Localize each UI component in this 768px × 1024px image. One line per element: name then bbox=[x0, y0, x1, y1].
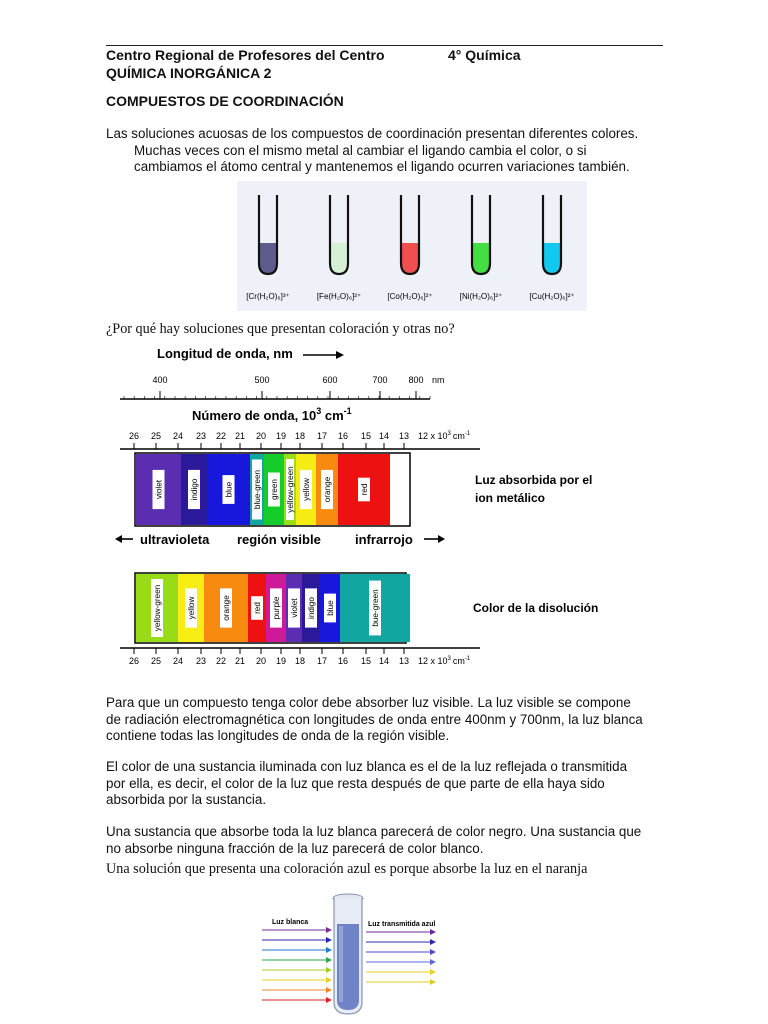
spectrum-band bbox=[178, 574, 204, 642]
spectrum-band bbox=[248, 574, 266, 642]
course-name: 4° Química bbox=[448, 47, 521, 63]
spectrum-band bbox=[207, 454, 250, 525]
wavenumber-tick-label-bottom: 23 bbox=[195, 656, 207, 666]
spectrum-band bbox=[264, 454, 284, 525]
incoming-ray-arrowhead bbox=[326, 997, 332, 1003]
wavenumber-tick-label-bottom: 24 bbox=[172, 656, 184, 666]
spectrum-figure bbox=[110, 340, 620, 675]
wavenumber-tick-label-bottom: 14 bbox=[378, 656, 390, 666]
band-label: orange bbox=[222, 595, 231, 621]
region-uv: ultravioleta bbox=[140, 532, 210, 547]
uv-arrow bbox=[115, 535, 133, 543]
tube-label: [Ni(H₂O)₆]²⁺ bbox=[459, 292, 503, 301]
transmitted-ray-arrowhead bbox=[430, 929, 436, 935]
wavenumber-tick-label-bottom: 25 bbox=[150, 656, 162, 666]
incoming-ray-arrowhead bbox=[326, 947, 332, 953]
tube-liquid bbox=[472, 243, 490, 274]
intro-line-3: cambiamos el átomo central y mantenemos el ligando ocurren variaciones también. bbox=[134, 159, 630, 174]
transmitted-ray-arrowhead bbox=[430, 979, 436, 985]
wavenumber-tick-label-top: 23 bbox=[195, 431, 207, 441]
tube-liquid bbox=[543, 243, 561, 274]
wavenumber-tick-label-bottom: 21 bbox=[234, 656, 246, 666]
solution-label: Color de la disolución bbox=[473, 601, 599, 615]
wavenumber-tick-label-top: 21 bbox=[234, 431, 246, 441]
region-ir: infrarrojo bbox=[355, 532, 413, 547]
tube-label: [Cr(H₂O)₆]³⁺ bbox=[246, 292, 290, 301]
wavenumber-tick-label-bottom: 16 bbox=[337, 656, 349, 666]
glass-tube bbox=[333, 894, 363, 1014]
spectrum-band bbox=[204, 574, 248, 642]
band-label: indigo bbox=[307, 597, 316, 619]
wavenumber-tick-label-top: 25 bbox=[150, 431, 162, 441]
wavelength-arrow bbox=[303, 351, 344, 359]
test-tubes-figure bbox=[237, 181, 587, 311]
band-label: yellow-green bbox=[153, 584, 162, 632]
absorbed-label-1: Luz absorbida por el bbox=[475, 473, 593, 487]
band-label: bue-green bbox=[371, 589, 380, 627]
question-text: ¿Por qué hay soluciones que presentan coloración y otras no? bbox=[106, 321, 455, 337]
paragraph-3-line-2: no absorbe ninguna fracción de la luz parecerá de color blanco. bbox=[106, 840, 484, 856]
incoming-ray-arrowhead bbox=[326, 967, 332, 973]
transmitted-ray-arrowhead bbox=[430, 949, 436, 955]
spectrum-band bbox=[320, 574, 340, 642]
spectrum-band bbox=[316, 454, 338, 525]
transmitted-light-label: Luz transmitida azul bbox=[368, 921, 436, 928]
paragraph-black-white bbox=[106, 824, 666, 857]
incoming-ray-arrowhead bbox=[326, 937, 332, 943]
wavenumber-tick-label-top: 19 bbox=[275, 431, 287, 441]
intro-line-1: Las soluciones acuosas de los compuestos de coordinación presentan diferentes colores. bbox=[106, 126, 639, 141]
paragraph-2-line-1: El color de una sustancia iluminada con luz blanca es el de la luz reflejada o transmitida bbox=[106, 759, 628, 774]
intro-paragraph bbox=[106, 126, 666, 176]
band-label: red bbox=[360, 483, 369, 496]
paragraph-1-line-3: contiene todas las longitudes de onda de la región visible. bbox=[106, 728, 450, 743]
wavenumber-tick-label-bottom: 26 bbox=[128, 656, 140, 666]
band-label: purple bbox=[272, 596, 281, 620]
spectrum-band bbox=[302, 574, 320, 642]
light-tube-figure bbox=[258, 890, 448, 1020]
wavenumber-tick-label-top: 20 bbox=[255, 431, 267, 441]
paragraph-2-line-2: por ella, es decir, el color de la luz que resta después de que parte de ella haya sido bbox=[106, 775, 605, 791]
wavenumber-tick-label-bottom: 13 bbox=[398, 656, 410, 666]
spectrum-band bbox=[136, 454, 181, 525]
band-label: yellow bbox=[302, 478, 311, 501]
institution-name: Centro Regional de Profesores del Centro bbox=[106, 47, 385, 63]
spectrum-band bbox=[284, 454, 296, 525]
wavenumber-tick-label-bottom: 18 bbox=[294, 656, 306, 666]
transmitted-ray-arrowhead bbox=[430, 969, 436, 975]
band-label: violet bbox=[154, 479, 164, 500]
band-label: violet bbox=[290, 598, 299, 618]
wavenumber-scale-top: 12 x $10^3$ $cm^{-1}$ bbox=[418, 431, 471, 441]
band-label: green bbox=[270, 479, 279, 500]
band-label: blue bbox=[224, 481, 234, 498]
incoming-ray-arrowhead bbox=[326, 987, 332, 993]
wavenumber-tick-label-top: 15 bbox=[360, 431, 372, 441]
tube-label: [Fe(H₂O)₆]²⁺ bbox=[316, 292, 362, 301]
wavenumber-tick-label-bottom: 20 bbox=[255, 656, 267, 666]
wavenumber-tick-label-bottom: 17 bbox=[316, 656, 328, 666]
tube-liquid bbox=[259, 243, 277, 274]
wavenumber-tick-label-bottom: 22 bbox=[215, 656, 227, 666]
paragraph-color-substance bbox=[106, 759, 666, 809]
wavenumber-tick-label-top: 16 bbox=[337, 431, 349, 441]
wavenumber-tick-label-top: 18 bbox=[294, 431, 306, 441]
wavenumber-tick-label-top: 14 bbox=[378, 431, 390, 441]
incoming-ray-arrowhead bbox=[326, 927, 332, 933]
paragraph-blue-solution: Una solución que presenta una coloración azul es porque absorbe la luz en el naranja bbox=[106, 861, 588, 877]
tube-label: [Cu(H₂O)₆]²⁺ bbox=[529, 292, 575, 301]
transmitted-ray-arrowhead bbox=[430, 959, 436, 965]
wavenumber-tick-label-bottom: 19 bbox=[275, 656, 287, 666]
wavelength-tick-label: 400 bbox=[152, 375, 168, 385]
paragraph-3-line-1: Una sustancia que absorbe toda la luz blanca parecerá de color negro. Una sustancia que bbox=[106, 824, 642, 839]
transmitted-ray-arrowhead bbox=[430, 939, 436, 945]
band-label: orange bbox=[323, 476, 332, 503]
spectrum-band bbox=[296, 454, 316, 525]
tube-label: [Co(H₂O)₆]²⁺ bbox=[387, 292, 433, 301]
wavelength-tick-label: 800 bbox=[408, 375, 424, 385]
incoming-ray-arrowhead bbox=[326, 957, 332, 963]
intro-line-2: Muchas veces con el mismo metal al cambiar el ligando cambia el color, o si bbox=[134, 142, 587, 158]
wavenumber-tick-label-top: 17 bbox=[316, 431, 328, 441]
tube-liquid bbox=[330, 243, 348, 274]
spectrum-band bbox=[340, 574, 410, 642]
paragraph-2-line-3: absorbida por la sustancia. bbox=[106, 792, 267, 807]
wavenumber-tick-label-top: 13 bbox=[398, 431, 410, 441]
region-visible: región visible bbox=[237, 532, 321, 547]
wavenumber-tick-label-bottom: 15 bbox=[360, 656, 372, 666]
wavenumber-tick-label-top: 24 bbox=[172, 431, 184, 441]
wavenumber-tick-label-top: 26 bbox=[128, 431, 140, 441]
paragraph-visible-light bbox=[106, 695, 666, 745]
spectrum-band bbox=[266, 574, 286, 642]
band-label: yellow-green bbox=[286, 466, 295, 513]
spectrum-band bbox=[338, 454, 390, 525]
spectrum-band bbox=[286, 574, 302, 642]
band-label: red bbox=[253, 602, 262, 614]
wavelength-tick-label: 600 bbox=[322, 375, 338, 385]
white-light-label: Luz blanca bbox=[272, 919, 309, 926]
band-label: indigo bbox=[190, 478, 199, 501]
wavelength-tick-label: 700 bbox=[372, 375, 388, 385]
wavenumber-tick-label-top: 22 bbox=[215, 431, 227, 441]
spectrum-band bbox=[250, 454, 264, 525]
band-label: yellow bbox=[187, 596, 196, 620]
wavenumber-title: Número de onda, $10^3$ $cm^{-1}$ bbox=[192, 406, 352, 423]
wavelength-title: Longitud de onda, nm bbox=[157, 346, 293, 361]
header-rule bbox=[106, 45, 663, 46]
band-label: blue-green bbox=[253, 469, 262, 510]
spectrum-band bbox=[181, 454, 207, 525]
band-label: blue bbox=[326, 600, 335, 616]
section-title: COMPUESTOS DE COORDINACIÓN bbox=[106, 93, 344, 109]
spectrum-band bbox=[136, 574, 178, 642]
paragraph-1-line-1: Para que un compuesto tenga color debe absorber luz visible. La luz visible se compone bbox=[106, 695, 631, 710]
subject-name: QUÍMICA INORGÁNICA 2 bbox=[106, 65, 272, 81]
paragraph-1-line-2: de radiación electromagnética con longitudes de onda entre 400nm y 700nm, la luz blanca bbox=[106, 711, 643, 727]
wavenumber-scale-bottom: 12 x $10^3$ $cm^{-1}$ bbox=[418, 656, 471, 666]
wavelength-unit: nm bbox=[432, 375, 445, 385]
ir-arrow bbox=[424, 535, 445, 543]
incoming-ray-arrowhead bbox=[326, 977, 332, 983]
tube-liquid bbox=[401, 243, 419, 274]
absorbed-label-2: ion metálico bbox=[475, 491, 546, 505]
wavelength-tick-label: 500 bbox=[254, 375, 270, 385]
